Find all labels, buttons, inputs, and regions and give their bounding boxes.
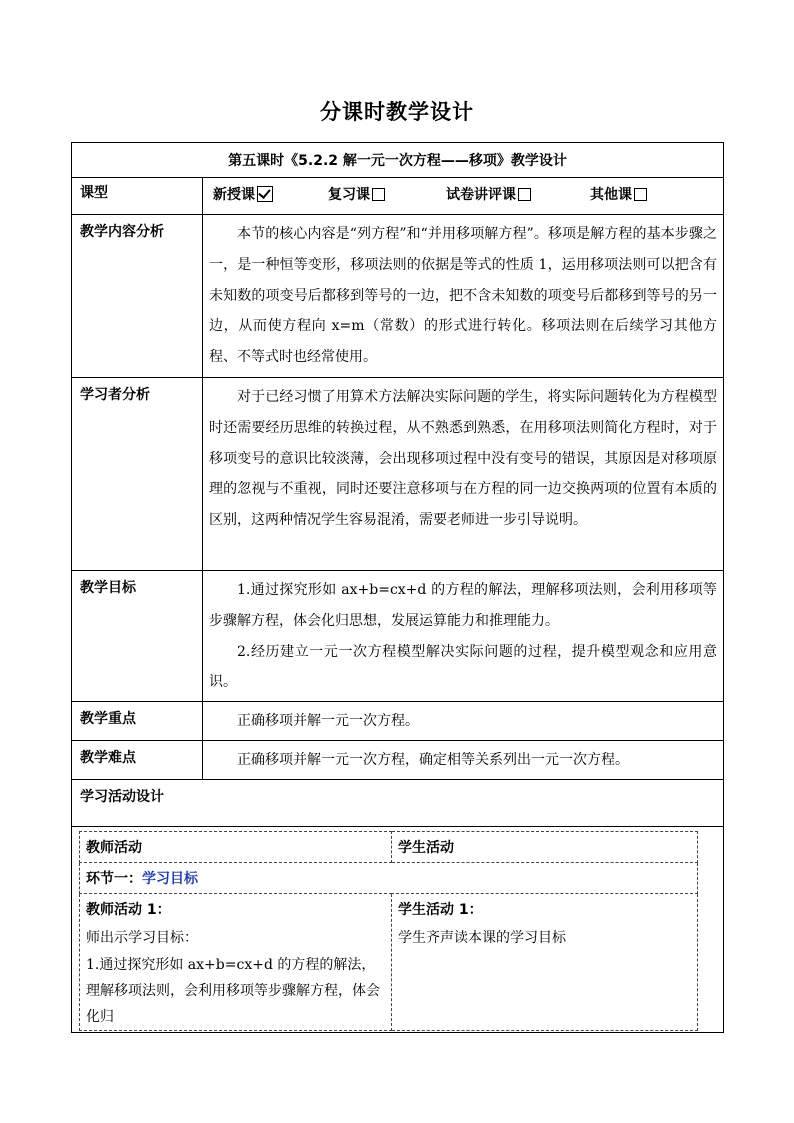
student-activity-1-label: 学生活动 1： bbox=[398, 902, 483, 918]
objective-item-2: 2.经历建立一元一次方程模型解决实际问题的过程，提升模型观念和应用意识。 bbox=[209, 643, 718, 691]
course-type-option-exam-review[interactable] bbox=[446, 184, 590, 204]
student-activity-header: 学生活动 bbox=[392, 832, 698, 863]
teacher-activity-1 bbox=[80, 894, 392, 1031]
key-points-text bbox=[203, 702, 724, 741]
course-type-option-new[interactable] bbox=[213, 184, 328, 204]
objectives-text bbox=[203, 571, 724, 702]
course-type-option-label: 复习课 bbox=[328, 187, 370, 203]
student-activity-1-line: 学生齐声读本课的学习目标 bbox=[398, 930, 566, 946]
key-points-label: 教学重点 bbox=[72, 702, 203, 741]
objective-item-1: 1.通过探究形如 ax+b=cx+d 的方程的解法，理解移项法则，会利用移项等步骤解方程，体会化归思想，发展运算能力和推理能力。 bbox=[209, 582, 718, 629]
content-analysis-label: 教学内容分析 bbox=[72, 215, 203, 378]
difficulties-paragraph: 正确移项并解一元一次方程，确定相等关系列出一元一次方程。 bbox=[237, 752, 629, 768]
checkbox-icon[interactable] bbox=[518, 188, 531, 201]
teacher-activity-1-line: 1.通过探究形如 ax+b=cx+d 的方程的解法，理解移项法则，会利用移项等步骤解方程，体会化归 bbox=[86, 957, 380, 1025]
activity-design-label: 学习活动设计 bbox=[72, 780, 724, 827]
lesson-title: 第五课时《5.2.2 解一元一次方程——移项》教学设计 bbox=[72, 143, 724, 178]
section-1-prefix: 环节一： bbox=[86, 871, 142, 887]
teacher-activity-1-line: 师出示学习目标： bbox=[86, 930, 198, 946]
content-analysis-paragraph: 本节的核心内容是“列方程”和“并用移项解方程”。移项是解方程的基本步骤之一，是一种恒等变形，移项法则的依据是等式的性质 1，运用移项法则可以把含有未知数的项变号后都移到等号的一边，把不含未知数的项变号后都移到等号的另一边，从而使方程向 x=m（常数）的形式进行转化。移项法则在后续学习其他方程、不等式时也经常使用。 bbox=[209, 226, 718, 366]
section-1-name: 学习目标 bbox=[142, 871, 198, 887]
checkbox-icon[interactable] bbox=[372, 188, 385, 201]
objectives-label: 教学目标 bbox=[72, 571, 203, 702]
activities-table bbox=[79, 831, 698, 1031]
learner-analysis-label: 学习者分析 bbox=[72, 378, 203, 571]
teacher-activity-1-label: 教师活动 1： bbox=[86, 902, 171, 918]
learner-analysis-paragraph: 对于已经习惯了用算术方法解决实际问题的学生，将实际问题转化为方程模型时还需要经历思维的转换过程，从不熟悉到熟悉，在用移项法则简化方程时，对于移项变号的意识比较淡薄，会出现移项过程中没有变号的错误，其原因是对移项原理的忽视与不重视，同时还要注意移项与在方程的同一边交换两项的位置有本质的区别，这两种情况学生容易混淆，需要老师进一步引导说明。 bbox=[209, 389, 718, 529]
student-activity-1 bbox=[392, 894, 698, 1031]
checkbox-checked-icon[interactable] bbox=[257, 186, 273, 202]
teacher-activity-header: 教师活动 bbox=[80, 832, 392, 863]
course-type-options bbox=[203, 178, 724, 215]
content-analysis-text bbox=[203, 215, 724, 378]
course-type-option-review[interactable] bbox=[328, 184, 446, 204]
key-points-paragraph: 正确移项并解一元一次方程。 bbox=[237, 713, 419, 729]
course-type-option-label: 新授课 bbox=[213, 187, 255, 203]
learner-analysis-text bbox=[203, 378, 724, 571]
page-title: 分课时教学设计 bbox=[320, 100, 474, 124]
course-type-option-label: 试卷讲评课 bbox=[446, 187, 516, 203]
course-type-option-label: 其他课 bbox=[590, 187, 632, 203]
checkbox-icon[interactable] bbox=[634, 188, 647, 201]
difficulties-label: 教学难点 bbox=[72, 741, 203, 780]
difficulties-text bbox=[203, 741, 724, 780]
course-type-label: 课型 bbox=[72, 178, 203, 215]
section-1-header bbox=[80, 863, 698, 894]
course-type-option-other[interactable] bbox=[590, 184, 647, 204]
